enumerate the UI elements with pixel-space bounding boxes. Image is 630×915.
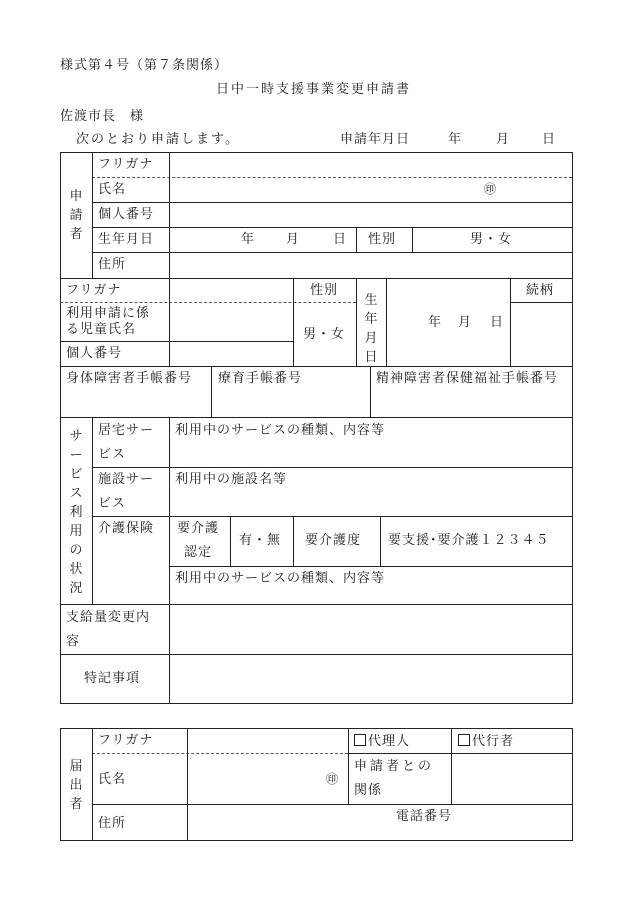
page-title: 日中一時支援事業変更申請書 xyxy=(216,82,412,97)
application-date-year: 年 xyxy=(448,132,463,147)
row-line xyxy=(92,516,572,517)
notifier-phone-label: 電話番号 xyxy=(396,809,453,824)
applicant-name-label: 氏名 xyxy=(98,182,127,197)
col-line xyxy=(293,516,294,566)
col-line xyxy=(412,227,413,252)
supply-change-label-line2: 容 xyxy=(66,634,81,649)
special-notes-label: 特記事項 xyxy=(84,671,141,686)
row-line xyxy=(92,202,572,203)
row-line xyxy=(348,753,572,754)
child-birth-year: 年 xyxy=(428,315,443,330)
applicant-furigana-label: フリガナ xyxy=(98,157,154,172)
application-date-day: 日 xyxy=(542,132,557,147)
form-number: 様式第４号（第７条関係） xyxy=(60,58,229,73)
main-table-bottom-border xyxy=(60,703,573,704)
col-line xyxy=(510,278,511,366)
care-level-options: 要支援･要介護１２３４５ xyxy=(388,533,550,548)
agent-checkbox-option[interactable] xyxy=(354,734,410,748)
proxy-checkbox-option[interactable] xyxy=(458,734,514,748)
care-certification-label-line2: 認定 xyxy=(184,545,213,560)
facility-service-label-line1: 施設サー xyxy=(98,472,155,487)
main-table-top-border xyxy=(60,152,573,153)
col-line xyxy=(169,152,170,366)
care-level-label: 要介護度 xyxy=(305,533,362,548)
care-certification-label-line1: 要介護 xyxy=(177,521,220,536)
row-line xyxy=(60,604,573,605)
applicant-birth-year: 年 xyxy=(241,232,256,247)
agent-checkbox-label: 代理人 xyxy=(368,734,411,749)
child-gender-label: 性別 xyxy=(310,283,339,298)
col-line xyxy=(92,152,93,278)
home-service-label-line1: 居宅サー xyxy=(98,423,155,438)
row-line xyxy=(60,654,573,655)
row-line xyxy=(169,566,572,567)
applicant-gender-options: 男・女 xyxy=(470,232,513,247)
row-line xyxy=(92,804,572,805)
agent-checkbox[interactable] xyxy=(354,734,366,746)
row-line xyxy=(60,341,293,342)
col-line xyxy=(451,728,452,804)
notifier-table-top-border xyxy=(60,728,573,729)
applicant-seal-mark: ㊞ xyxy=(484,182,497,196)
care-insurance-label: 介護保険 xyxy=(98,521,155,536)
col-line xyxy=(211,366,212,417)
row-line xyxy=(60,417,573,418)
child-gender-options: 男・女 xyxy=(303,327,346,342)
row-line xyxy=(92,252,572,253)
col-line xyxy=(356,227,357,252)
physical-disability-handbook-label: 身体障害者手帳番号 xyxy=(66,371,193,386)
notifier-seal-mark: ㊞ xyxy=(326,772,339,786)
application-date-month: 月 xyxy=(496,132,511,147)
col-line xyxy=(348,728,349,804)
applicant-birth-date-label: 生年月日 xyxy=(98,232,155,247)
applicant-gender-label: 性別 xyxy=(368,232,397,247)
child-birth-month: 月 xyxy=(458,315,473,330)
notifier-name-label: 氏名 xyxy=(98,772,127,787)
home-service-label-line2: ビス xyxy=(98,447,127,462)
col-line xyxy=(92,417,93,604)
applicant-birth-month: 月 xyxy=(286,232,301,247)
col-line xyxy=(386,278,387,366)
row-line xyxy=(92,227,572,228)
col-line xyxy=(370,366,371,417)
child-name-label-line1: 利用申請に係 xyxy=(66,306,151,321)
row-line xyxy=(510,302,572,303)
notifier-address-label: 住所 xyxy=(98,816,127,831)
facility-service-description: 利用中の施設名等 xyxy=(175,472,288,487)
child-furigana-dashed-line xyxy=(60,302,356,303)
mental-health-handbook-label: 精神障害者保健福祉手帳番号 xyxy=(376,371,559,386)
notifier-table-bottom-border xyxy=(60,840,573,841)
applicant-section-label: 申 請 者 xyxy=(69,189,83,242)
applicant-address-label: 住所 xyxy=(98,257,127,272)
notifier-furigana-dashed-line xyxy=(92,753,348,754)
row-line xyxy=(60,366,573,367)
proxy-checkbox[interactable] xyxy=(458,734,470,746)
col-line xyxy=(92,728,93,840)
row-line xyxy=(92,467,572,468)
service-usage-section-label: サ ー ビ ス 利 用 の 状 況 xyxy=(69,429,83,596)
col-line xyxy=(169,604,170,703)
row-line xyxy=(60,278,573,279)
relation-to-applicant-line1: 申請者との xyxy=(354,759,435,774)
intro-text: 次のとおり申請します。 xyxy=(76,132,240,147)
facility-service-label-line2: ビス xyxy=(98,496,127,511)
main-table-left-border xyxy=(60,152,61,703)
care-yes-no-options: 有・無 xyxy=(239,533,282,548)
care-service-description: 利用中のサービスの種類、内容等 xyxy=(175,571,386,586)
main-table-right-border xyxy=(572,152,573,703)
child-furigana-label: フリガナ xyxy=(66,283,122,298)
supply-change-label-line1: 支給量変更内 xyxy=(66,610,151,625)
notifier-section-label: 届 出 者 xyxy=(69,759,83,812)
child-personal-number-label: 個人番号 xyxy=(66,346,123,361)
col-line xyxy=(380,516,381,566)
furigana-dashed-line xyxy=(92,177,572,178)
col-line xyxy=(230,516,231,566)
child-birth-date-label: 生 年 月 日 xyxy=(364,293,378,365)
home-service-description: 利用中のサービスの種類、内容等 xyxy=(175,423,386,438)
child-relationship-label: 続柄 xyxy=(526,283,555,298)
child-birth-day: 日 xyxy=(490,315,505,330)
child-name-label-line2: る児童氏名 xyxy=(66,322,137,337)
addressee: 佐渡市長 様 xyxy=(60,109,145,124)
col-line xyxy=(169,417,170,604)
col-line xyxy=(187,728,188,840)
application-date-label: 申請年月日 xyxy=(340,132,411,147)
notifier-furigana-label: フリガナ xyxy=(98,733,154,748)
notifier-table-right-border xyxy=(572,728,573,840)
col-line xyxy=(293,278,294,366)
rehabilitation-handbook-label: 療育手帳番号 xyxy=(218,371,303,386)
notifier-table-left-border xyxy=(60,728,61,840)
relation-to-applicant-line2: 関係 xyxy=(354,783,383,798)
proxy-checkbox-label: 代行者 xyxy=(472,734,515,749)
applicant-birth-day: 日 xyxy=(333,232,348,247)
applicant-personal-number-label: 個人番号 xyxy=(98,207,155,222)
col-line xyxy=(356,278,357,366)
